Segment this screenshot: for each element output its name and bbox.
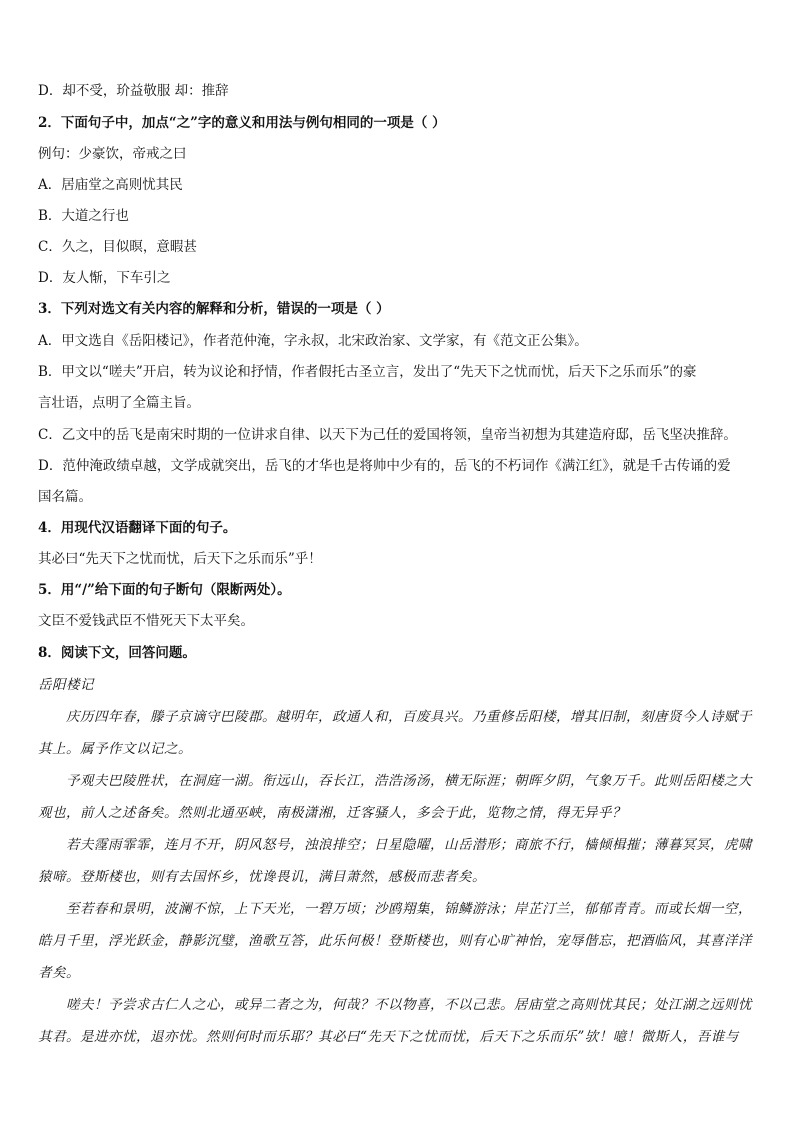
question-4: 4．用现代汉语翻译下面的句子。 (38, 520, 237, 536)
q2-option-d: D．友人惭，下车引之 (38, 270, 171, 286)
passage-line: 至若春和景明，波澜不惊，上下天光，一碧万顷；沙鸥翔集，锦鳞游泳；岸芷汀兰，郁郁青青。而或长烟一空， (66, 901, 752, 917)
passage-line: 予观夫巴陵胜状，在洞庭一湖。衔远山，吞长江，浩浩汤汤，横无际涯；朝晖夕阴，气象万千。此则岳阳楼之大 (66, 773, 752, 789)
passage-line: 皓月千里，浮光跃金，静影沉璧，渔歌互答，此乐何极！登斯楼也，则有心旷神怡，宠辱偕忘，把酒临风，其喜洋洋 (38, 933, 752, 949)
q1-option-d: D．却不受，玠益敬服 却：推辞 (38, 83, 229, 99)
passage-title: 岳阳楼记 (38, 677, 94, 693)
passage-line: 其上。属予作文以记之。 (38, 741, 192, 757)
q2-example: 例句：少豪饮，帝戒之曰 (38, 146, 187, 162)
q3-option-b-line1: B．甲文以“嗟夫”开启，转为议论和抒情，作者假托古圣立言，发出了“先天下之忧而忧，后天下之乐而乐”的豪 (38, 364, 697, 380)
q3-option-d-line2: 国名篇。 (38, 489, 92, 505)
q3-option-c: C．乙文中的岳飞是南宋时期的一位讲求自律、以天下为己任的爱国将领，皇帝当初想为其建造府邸，岳飞坚决推辞。 (38, 427, 737, 443)
question-5: 5．用“/”给下面的句子断句（限断两处）。 (38, 582, 291, 598)
passage-line: 庆历四年春，滕子京谪守巴陵郡。越明年，政通人和，百废具兴。乃重修岳阳楼，增其旧制，刻唐贤今人诗赋于 (66, 709, 752, 725)
q5-sentence: 文臣不爱钱武臣不惜死天下太平矣。 (38, 613, 254, 629)
question-3: 3．下列对选文有关内容的解释和分析，错误的一项是（ ） (38, 301, 390, 317)
q4-sentence: 其必曰“先天下之忧而忧，后天下之乐而乐”乎！ (38, 551, 322, 567)
q3-option-b-line2: 言壮语，点明了全篇主旨。 (38, 395, 200, 411)
passage-line: 猿啼。登斯楼也，则有去国怀乡，忧谗畏讥，满目萧然，感极而悲者矣。 (38, 869, 486, 885)
passage-line: 嗟夫！予尝求古仁人之心，或异二者之为，何哉？不以物喜，不以己悲。居庙堂之高则忧其民；处江湖之远则忧 (66, 997, 752, 1013)
q2-option-c: C．久之，目似暝，意暇甚 (38, 239, 197, 255)
q3-option-d-line1: D．范仲淹政绩卓越，文学成就突出，岳飞的才华也是将帅中少有的，岳飞的不朽词作《满江红》，就是千古传诵的爱 (38, 458, 731, 474)
passage-line: 若夫霪雨霏霏，连月不开，阴风怒号，浊浪排空；日星隐曜，山岳潜形；商旅不行，樯倾楫摧；薄暮冥冥，虎啸 (66, 837, 752, 853)
passage-line: 其君。是进亦忧，退亦忧。然则何时而乐耶？其必曰“先天下之忧而忧，后天下之乐而乐”欤！噫！微斯人，吾谁与 (38, 1029, 739, 1045)
q2-option-b: B．大道之行也 (38, 208, 129, 224)
question-8: 8．阅读下文，回答问题。 (38, 645, 196, 661)
q2-option-a: A．居庙堂之高则忧其民 (38, 177, 183, 193)
q3-option-a: A．甲文选自《岳阳楼记》，作者范仲淹，字永叔，北宋政治家、文学家，有《范文正公集》。 (38, 333, 588, 349)
passage-line: 观也，前人之述备矣。然则北通巫峡，南极潇湘，迁客骚人，多会于此，览物之情，得无异乎？ (38, 805, 626, 821)
question-2: 2．下面句子中，加点“之”字的意义和用法与例句相同的一项是（ ） (38, 115, 446, 131)
passage-line: 者矣。 (38, 965, 80, 981)
